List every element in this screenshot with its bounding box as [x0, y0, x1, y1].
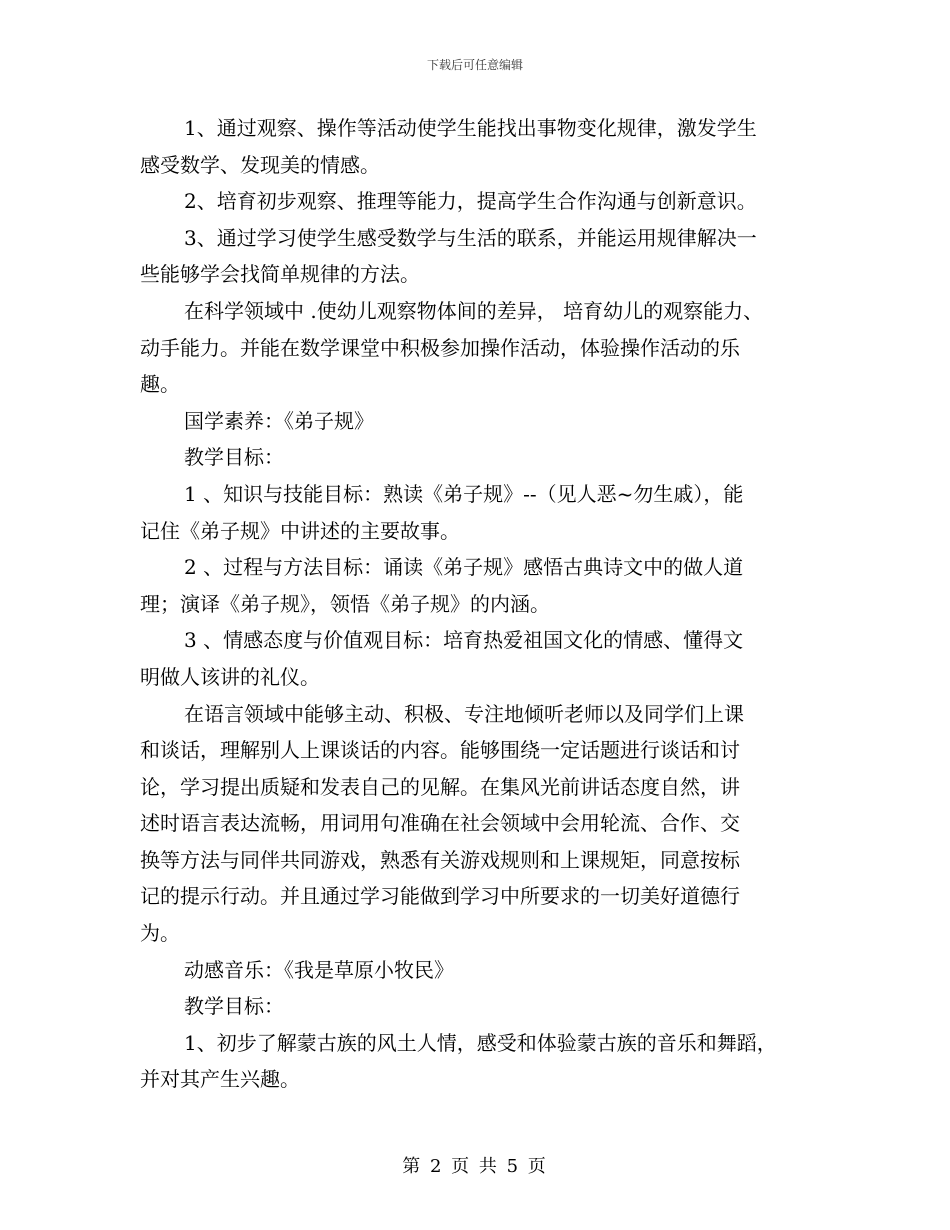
text-line: 国学素养：《弟子规》: [184, 408, 374, 433]
paragraph-dizigui-objective-2: [140, 549, 830, 622]
section-heading-guoxue: [140, 403, 830, 440]
paragraph-objective-math-2: [140, 183, 830, 220]
paragraph-dizigui-objective-3: [140, 622, 830, 695]
text-line: 2 、过程与方法目标：诵读《弟子规》感悟古典诗文中的做人道: [184, 555, 744, 580]
paragraph-language-field: [140, 696, 830, 952]
text-line: 1、通过观察、操作等活动使学生能找出事物变化规律，激发学生: [184, 116, 757, 140]
paragraph-objective-math-1: [140, 110, 830, 183]
text-line: 些能够学会找简单规律的方法。: [140, 262, 420, 287]
text-line: 教学目标：: [184, 994, 284, 1019]
text-line: 并对其产生兴趣。: [140, 1067, 300, 1092]
text-line: 换等方法与同伴共同游戏，熟悉有关游戏规则和上课规矩，同意按标: [140, 847, 740, 872]
text-line: 趣。: [140, 372, 180, 397]
text-line: 记住《弟子规》中讲述的主要故事。: [140, 518, 460, 543]
text-line: 在语言领域中能够主动、积极、专注地倾听老师以及同学们上课: [184, 701, 744, 726]
text-line: 动感音乐：《我是草原小牧民》: [184, 957, 454, 982]
page-header-note: 下载后可任意编辑: [426, 58, 523, 72]
paragraph-objective-math-3: [140, 220, 830, 293]
document-body: [140, 110, 830, 1098]
text-line: 1 、知识与技能目标：熟读《弟子规》--（见人恶~勿生戚），能: [184, 481, 744, 506]
text-line: 论，学习提出质疑和发表自己的见解。在集风光前讲话态度自然，讲: [140, 774, 740, 799]
text-line: 3 、情感态度与价值观目标：培育热爱祖国文化的情感、懂得文: [184, 628, 744, 653]
text-line: 述时语言表达流畅，用词用句准确在社会领域中会用轮流、合作、交: [140, 811, 740, 836]
text-line: 为。: [140, 921, 180, 946]
text-line: 记的提示行动。并且通过学习能做到学习中所要求的一切美好道德行: [140, 884, 740, 909]
page-number-footer: 第 2 页 共 5 页: [402, 1156, 548, 1177]
text-line: 感受数学、发现美的情感。: [140, 152, 380, 177]
paragraph-dizigui-objective-1: [140, 476, 830, 549]
text-line: 3、通过学习使学生感受数学与生活的联系，并能运用规律解决一: [184, 225, 757, 250]
text-line: 在科学领域中 .使幼儿观察物体间的差异， 培育幼儿的观察能力、: [184, 298, 764, 323]
section-heading-objectives: [140, 439, 830, 476]
text-line: 1、初步了解蒙古族的风土人情，感受和体验蒙古族的音乐和舞蹈，: [184, 1030, 777, 1055]
paragraph-science-field: [140, 293, 830, 403]
text-line: 教学目标：: [184, 445, 284, 470]
text-line: 理；演译《弟子规》，领悟《弟子规》的内涵。: [140, 591, 550, 616]
paragraph-music-objective-1: [140, 1025, 830, 1098]
section-heading-music: [140, 952, 830, 989]
text-line: 明做人该讲的礼仪。: [140, 664, 320, 689]
text-line: 2、培育初步观察、推理等能力，提高学生合作沟通与创新意识。: [184, 189, 757, 214]
text-line: 和谈话，理解别人上课谈话的内容。能够围绕一定话题进行谈话和讨: [140, 738, 740, 763]
text-line: 动手能力。并能在数学课堂中积极参加操作活动，体验操作活动的乐: [140, 335, 740, 360]
section-heading-objectives: [140, 988, 830, 1025]
